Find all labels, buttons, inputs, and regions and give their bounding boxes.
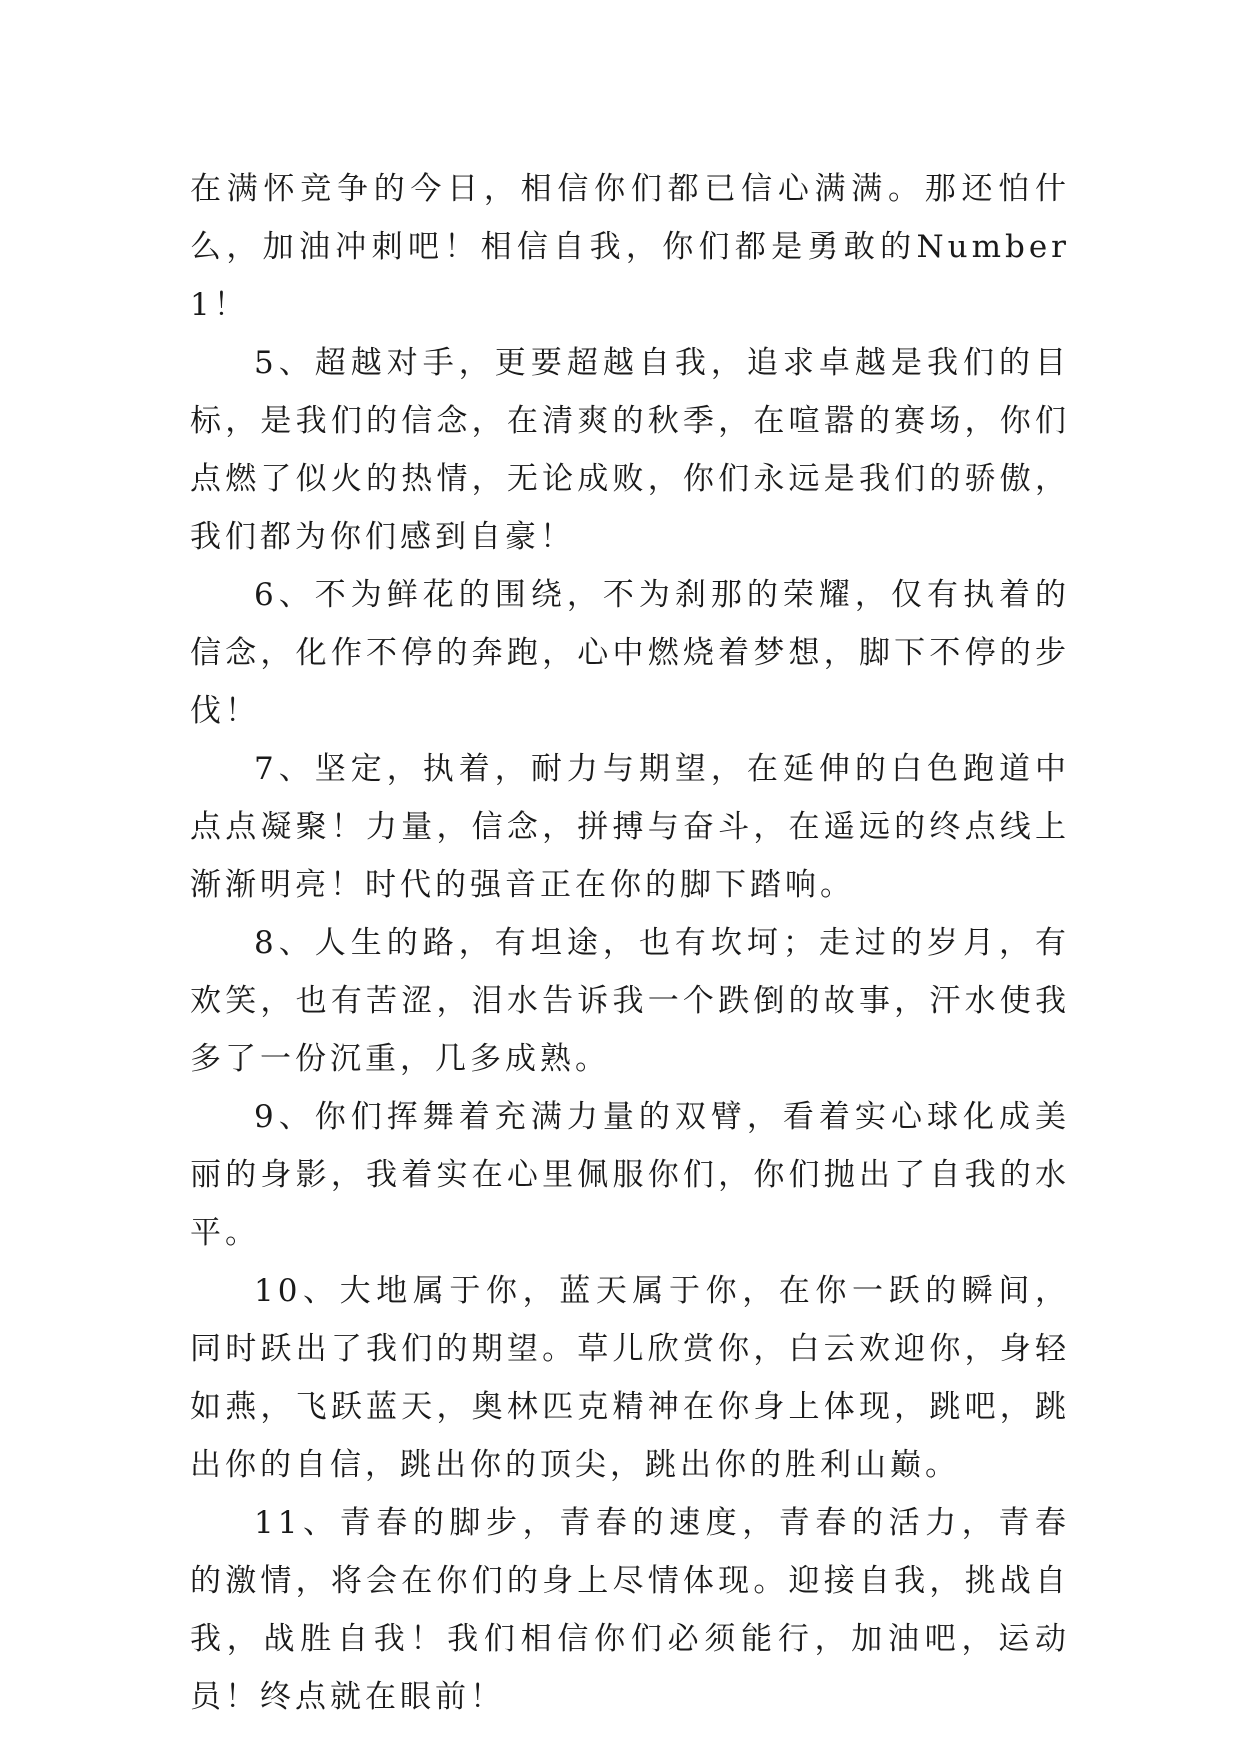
paragraph-intro-continued: 在满怀竞争的今日，相信你们都已信心满满。那还怕什么，加油冲刺吧！相信自我，你们都是勇敢的Number1！ [190,171,1070,323]
paragraph-6: 6、不为鲜花的围绕，不为刹那的荣耀，仅有执着的信念，化作不停的奔跑，心中燃烧着梦想，脚下不停的步伐！ [190,577,1070,729]
paragraph-10: 10、大地属于你，蓝天属于你，在你一跃的瞬间，同时跃出了我们的期望。草儿欣赏你，白云欢迎你，身轻如燕，飞跃蓝天，奥林匹克精神在你身上体现，跳吧，跳出你的自信，跳出你的顶尖，跳出你的胜利山巅。 [190,1273,1070,1483]
paragraph-11: 11、青春的脚步，青春的速度，青春的活力，青春的激情，将会在你们的身上尽情体现。迎接自我，挑战自我，战胜自我！我们相信你们必须能行，加油吧，运动员！终点就在眼前！ [190,1505,1070,1715]
paragraph-9: 9、你们挥舞着充满力量的双臂，看着实心球化成美丽的身影，我着实在心里佩服你们，你们抛出了自我的水平。 [190,1099,1070,1251]
document-body [190,160,1070,1726]
paragraph-5: 5、超越对手，更要超越自我，追求卓越是我们的目标，是我们的信念，在清爽的秋季，在喧嚣的赛场，你们点燃了似火的热情，无论成败，你们永远是我们的骄傲，我们都为你们感到自豪！ [190,345,1070,555]
paragraph-7: 7、坚定，执着，耐力与期望，在延伸的白色跑道中点点凝聚！力量，信念，拼搏与奋斗，在遥远的终点线上渐渐明亮！时代的强音正在你的脚下踏响。 [190,751,1070,903]
paragraph-8: 8、人生的路，有坦途，也有坎坷；走过的岁月，有欢笑，也有苦涩，泪水告诉我一个跌倒的故事，汗水使我多了一份沉重，几多成熟。 [190,925,1070,1077]
